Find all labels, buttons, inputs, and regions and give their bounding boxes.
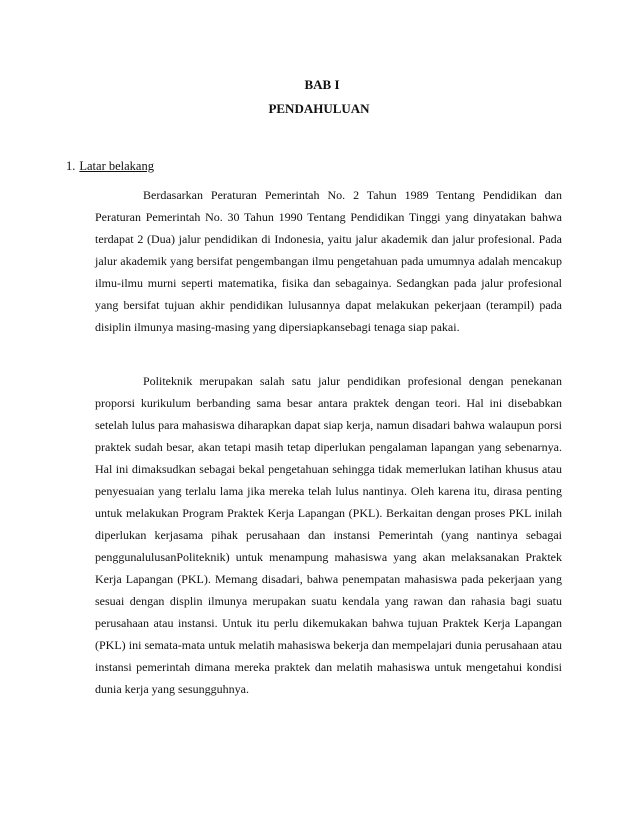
- paragraph: Politeknik merupakan salah satu jalur pendidikan profesional dengan penekanan proporsi kurikulum berbanding sama besar antara praktek dengan teori. Hal ini disebabkan setelah lulus para mahasiswa diharapkan dapat siap kerja, namun disadari bahwa walaupun porsi praktek sudah besar, akan tetapi masih tetap diperlukan pengalaman lapangan yang sebenarnya. Hal ini dimaksudkan sebagai bekal pengetahuan sehingga tidak memerlukan latihan khusus atau penyesuaian yang terlalu lama jika mereka telah lulus nantinya. Oleh karena itu, dirasa penting untuk melakukan Program Praktek Kerja Lapangan (PKL). Berkaitan dengan proses PKL inilah diperlukan kerjasama pihak perusahaan dan instansi Pemerintah (yang nantinya sebagai penggunalulusanPoliteknik) untuk menampung mahasiswa yang akan melaksanakan Praktek Kerja Lapangan (PKL). Memang disadari, bahwa penempatan mahasiswa pada pekerjaan yang sesuai dengan displin ilmunya merupakan suatu kendala yang rawan dan rahasia bagi suatu perusahaan atau instansi. Untuk itu perlu dikemukakan bahwa tujuan Praktek Kerja Lapangan (PKL) ini semata-mata untuk melatih mahasiswa bekerja dan mempelajari dunia perusahaan atau instansi pemerintah dimana mereka praktek dan melatih mahasiswa untuk mengetahui kondisi dunia kerja yang sesungguhnya.: [95, 374, 562, 696]
- section-title: Latar belakang: [79, 159, 154, 173]
- chapter-title: BAB I: [304, 77, 340, 92]
- section-heading: [66, 159, 154, 174]
- section-number: 1.: [66, 159, 76, 173]
- paragraph: Berdasarkan Peraturan Pemerintah No. 2 Tahun 1989 Tentang Pendidikan dan Peraturan Pemerintah No. 30 Tahun 1990 Tentang Pendidikan Tinggi yang dinyatakan bahwa terdapat 2 (Dua) jalur pendidikan di Indonesia, yaitu jalur akademik dan jalur profesional. Pada jalur akademik yang bersifat pengembangan ilmu pengetahuan pada umumnya adalah mencakup ilmu-ilmu murni seperti matematika, fisika dan sebagainya. Sedangkan pada jalur profesional yang bersifat tujuan akhir pendidikan lulusannya dapat melakukan pekerjaan (terampil) pada disiplin ilmunya masing-masing yang dipersiapkansebagi tenaga siap pakai.: [95, 188, 562, 334]
- chapter-subtitle: PENDAHULUAN: [268, 101, 370, 116]
